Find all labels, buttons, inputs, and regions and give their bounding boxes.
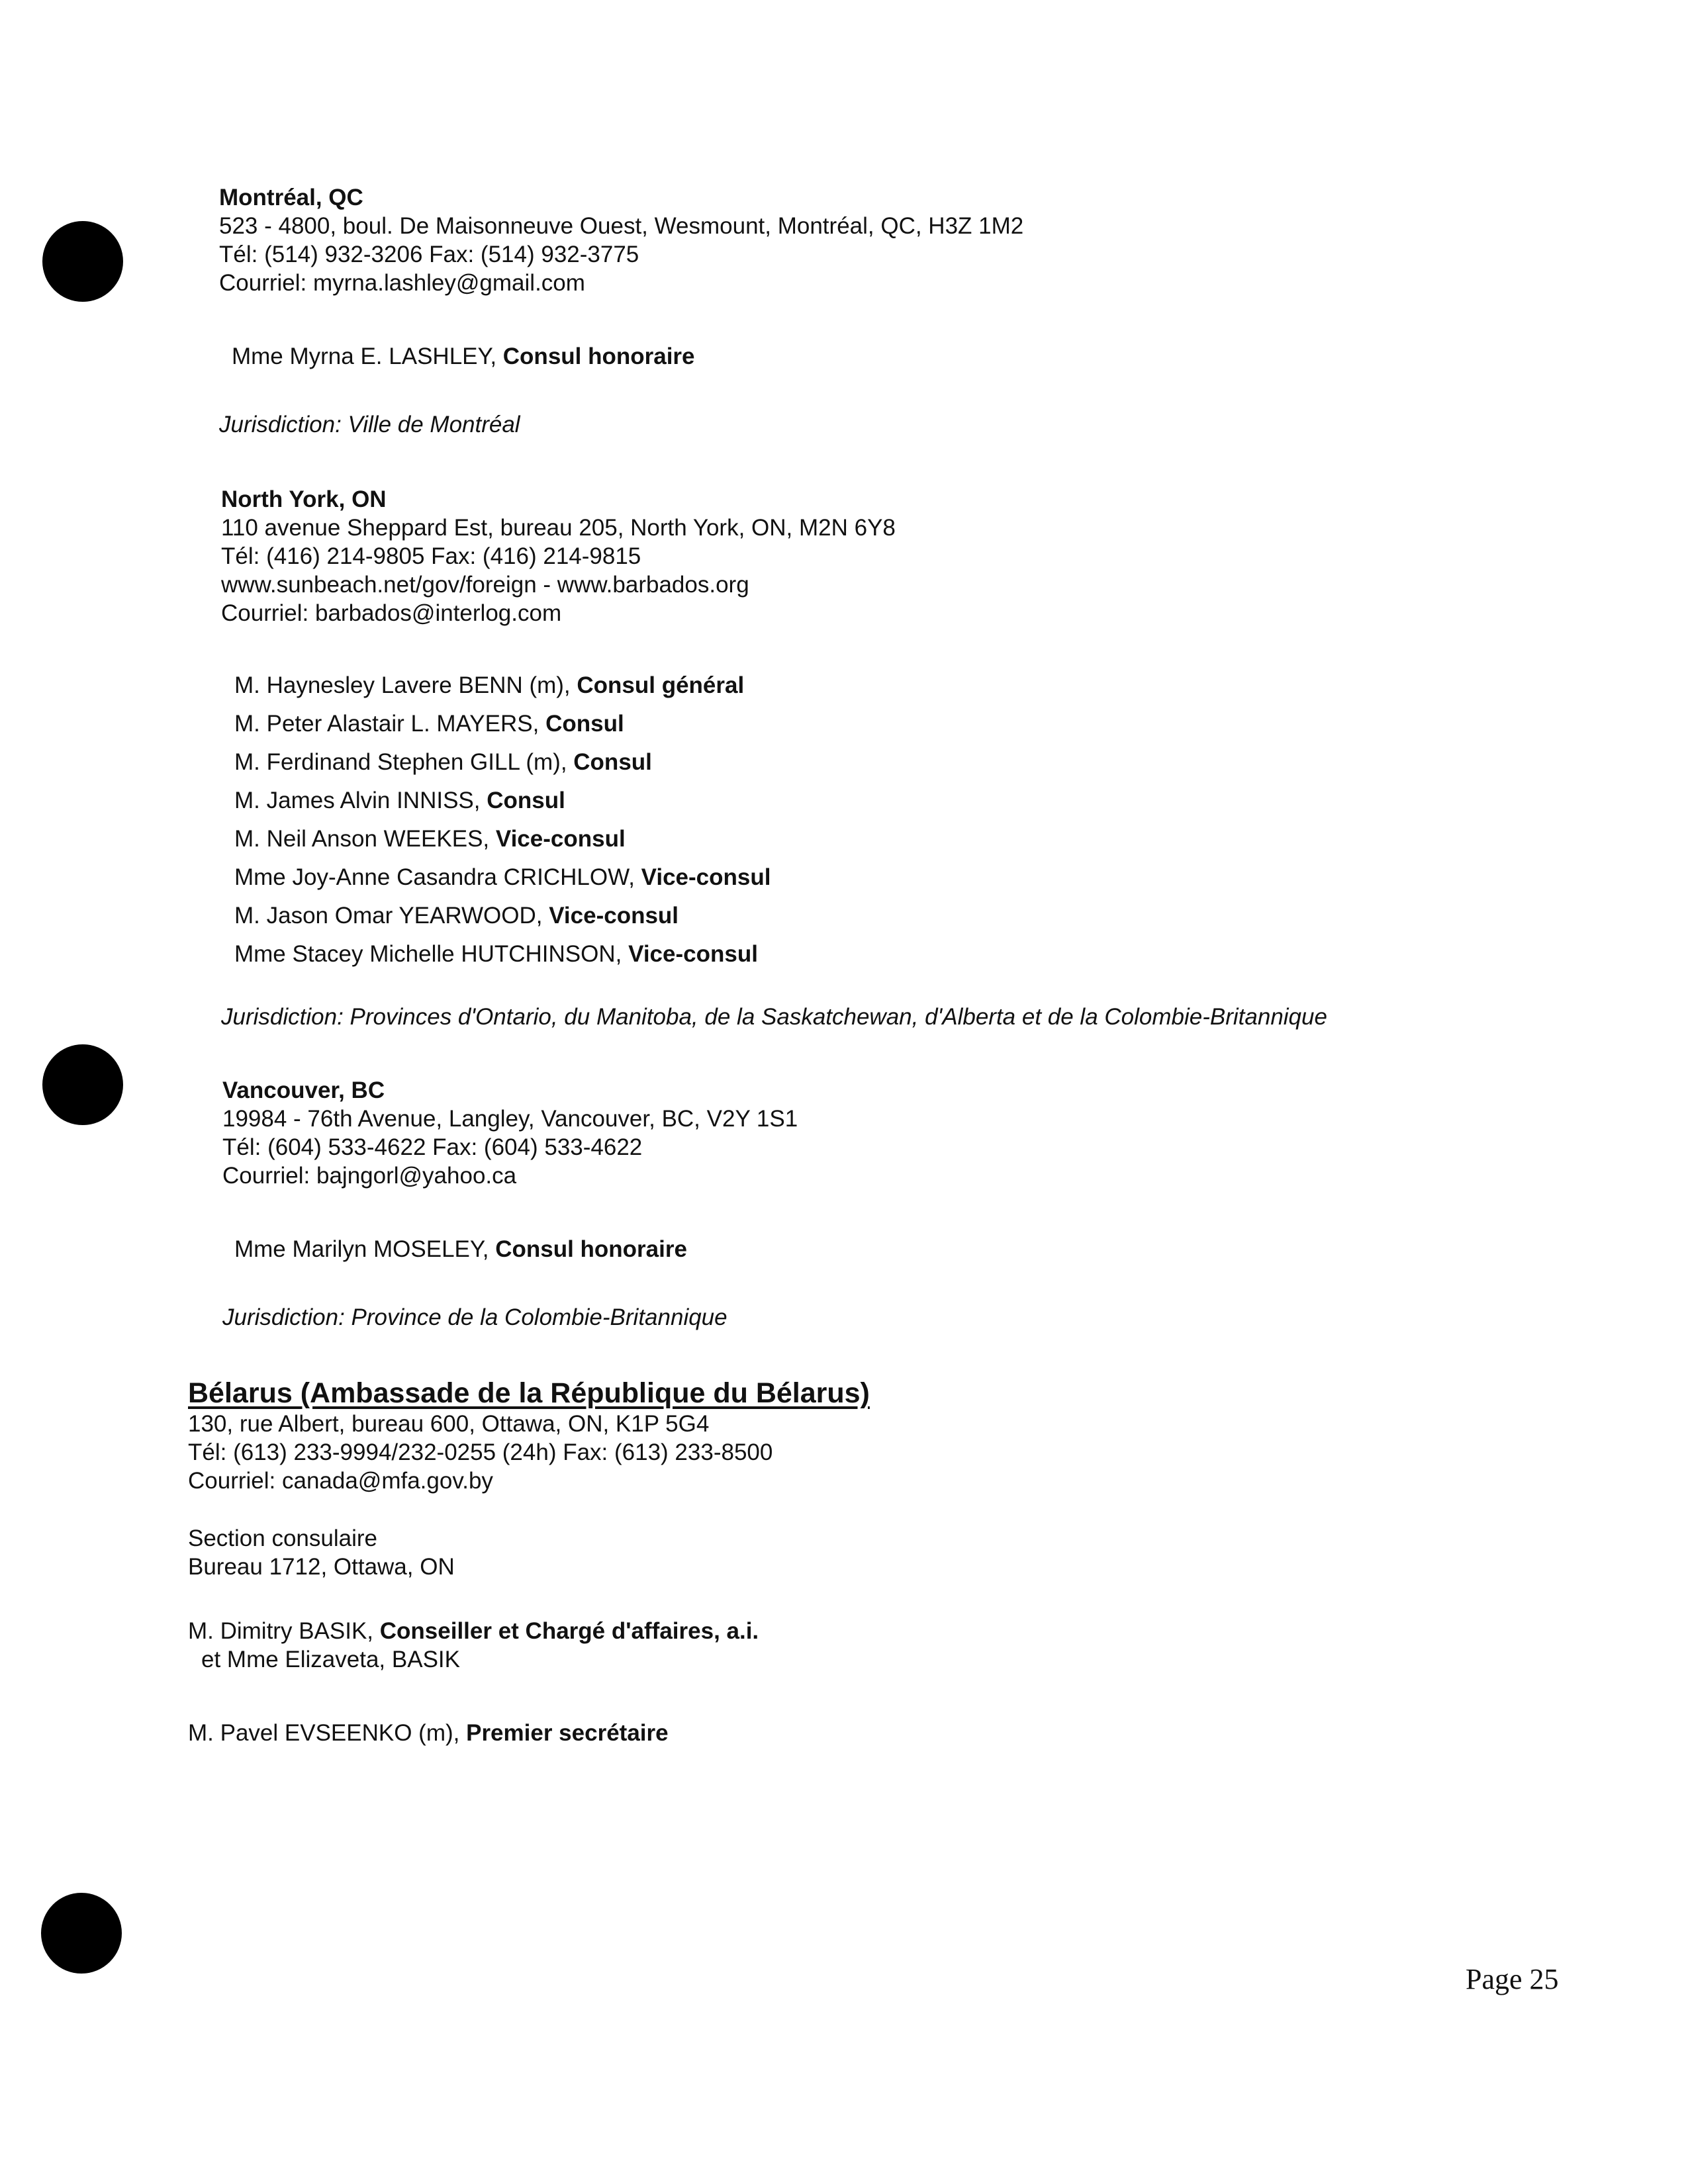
staff-name: M. Dimitry BASIK, — [188, 1618, 380, 1644]
staff-title: Premier secrétaire — [466, 1720, 669, 1746]
binder-hole-middle — [42, 1044, 123, 1125]
staff-title: Vice-consul — [549, 903, 679, 929]
binder-hole-bottom — [41, 1893, 122, 1974]
belarus-country-heading: Bélarus (Ambassade de la République du Bélarus) — [188, 1377, 870, 1409]
montreal-email: Courriel: myrna.lashley@gmail.com — [219, 270, 585, 296]
staff-entry — [234, 749, 652, 776]
staff-entry — [234, 864, 771, 891]
jurisdiction-label: Jurisdiction: — [219, 412, 342, 437]
staff-entry — [234, 825, 626, 853]
jurisdiction-value: Province de la Colombie-Britannique — [351, 1304, 727, 1330]
vancouver-phone-fax: Tél: (604) 533-4622 Fax: (604) 533-4622 — [222, 1134, 643, 1160]
belarus-phone-fax: Tél: (613) 233-9994/232-0255 (24h) Fax: (613) 233-8500 — [188, 1439, 773, 1465]
staff-entry — [234, 940, 758, 968]
staff-name: Mme Myrna E. LASHLEY, — [232, 343, 503, 369]
binder-hole-top — [42, 221, 123, 302]
staff-entry — [234, 710, 624, 738]
montreal-phone-fax: Tél: (514) 932-3206 Fax: (514) 932-3775 — [219, 242, 639, 267]
belarus-consular-section-label: Section consulaire — [188, 1525, 377, 1551]
staff-entry — [232, 343, 695, 371]
staff-title: Consul général — [577, 672, 745, 698]
staff-title: Conseiller et Chargé d'affaires, a.i. — [379, 1618, 759, 1644]
staff-title: Consul — [573, 749, 652, 775]
staff-name: M. Neil Anson WEEKES, — [234, 826, 496, 852]
belarus-address: 130, rue Albert, bureau 600, Ottawa, ON, K1P 5G4 — [188, 1411, 710, 1437]
belarus-email: Courriel: canada@mfa.gov.by — [188, 1468, 493, 1494]
vancouver-address: 19984 - 76th Avenue, Langley, Vancouver, BC, V2Y 1S1 — [222, 1106, 798, 1132]
montreal-jurisdiction — [219, 411, 520, 439]
staff-name: M. Jason Omar YEARWOOD, — [234, 903, 549, 929]
staff-entry — [234, 1236, 687, 1263]
staff-name: M. Pavel EVSEENKO (m), — [188, 1720, 467, 1746]
north-york-email: Courriel: barbados@interlog.com — [221, 600, 562, 626]
north-york-website: www.sunbeach.net/gov/foreign - www.barbados.org — [221, 572, 749, 598]
page-number: Page 25 — [1466, 1963, 1559, 1995]
staff-name: M. Peter Alastair L. MAYERS, — [234, 711, 546, 737]
vancouver-city-heading: Vancouver, BC — [222, 1077, 385, 1103]
staff-title: Vice-consul — [641, 864, 771, 890]
jurisdiction-value: Provinces d'Ontario, du Manitoba, de la Saskatchewan, d'Alberta et de la Colombie-Britannique — [350, 1004, 1327, 1030]
staff-name: M. Ferdinand Stephen GILL (m), — [234, 749, 574, 775]
staff-spouse: et Mme Elizaveta, BASIK — [201, 1647, 460, 1672]
north-york-phone-fax: Tél: (416) 214-9805 Fax: (416) 214-9815 — [221, 543, 641, 569]
staff-entry — [234, 902, 679, 930]
jurisdiction-label: Jurisdiction: — [221, 1004, 344, 1030]
staff-name: Mme Stacey Michelle HUTCHINSON, — [234, 941, 629, 967]
staff-title: Vice-consul — [628, 941, 758, 967]
staff-title: Consul honoraire — [502, 343, 695, 369]
north-york-jurisdiction — [221, 1003, 1327, 1031]
montreal-city-heading: Montréal, QC — [219, 185, 363, 210]
staff-name: M. James Alvin INNISS, — [234, 788, 487, 813]
montreal-address: 523 - 4800, boul. De Maisonneuve Ouest, Wesmount, Montréal, QC, H3Z 1M2 — [219, 213, 1024, 239]
north-york-city-heading: North York, ON — [221, 486, 387, 512]
staff-title: Consul honoraire — [495, 1236, 687, 1262]
staff-title: Consul — [545, 711, 624, 737]
staff-entry — [234, 672, 744, 700]
vancouver-email: Courriel: bajngorl@yahoo.ca — [222, 1163, 517, 1189]
staff-entry — [188, 1617, 759, 1645]
belarus-consular-address: Bureau 1712, Ottawa, ON — [188, 1554, 455, 1580]
staff-title: Vice-consul — [495, 826, 626, 852]
staff-entry — [234, 787, 565, 815]
north-york-address: 110 avenue Sheppard Est, bureau 205, North York, ON, M2N 6Y8 — [221, 515, 896, 541]
staff-name: Mme Joy-Anne Casandra CRICHLOW, — [234, 864, 641, 890]
jurisdiction-label: Jurisdiction: — [222, 1304, 345, 1330]
staff-name: M. Haynesley Lavere BENN (m), — [234, 672, 577, 698]
staff-name: Mme Marilyn MOSELEY, — [234, 1236, 496, 1262]
staff-title: Consul — [487, 788, 565, 813]
staff-entry — [188, 1719, 669, 1747]
jurisdiction-value: Ville de Montréal — [348, 412, 520, 437]
vancouver-jurisdiction — [222, 1304, 727, 1332]
